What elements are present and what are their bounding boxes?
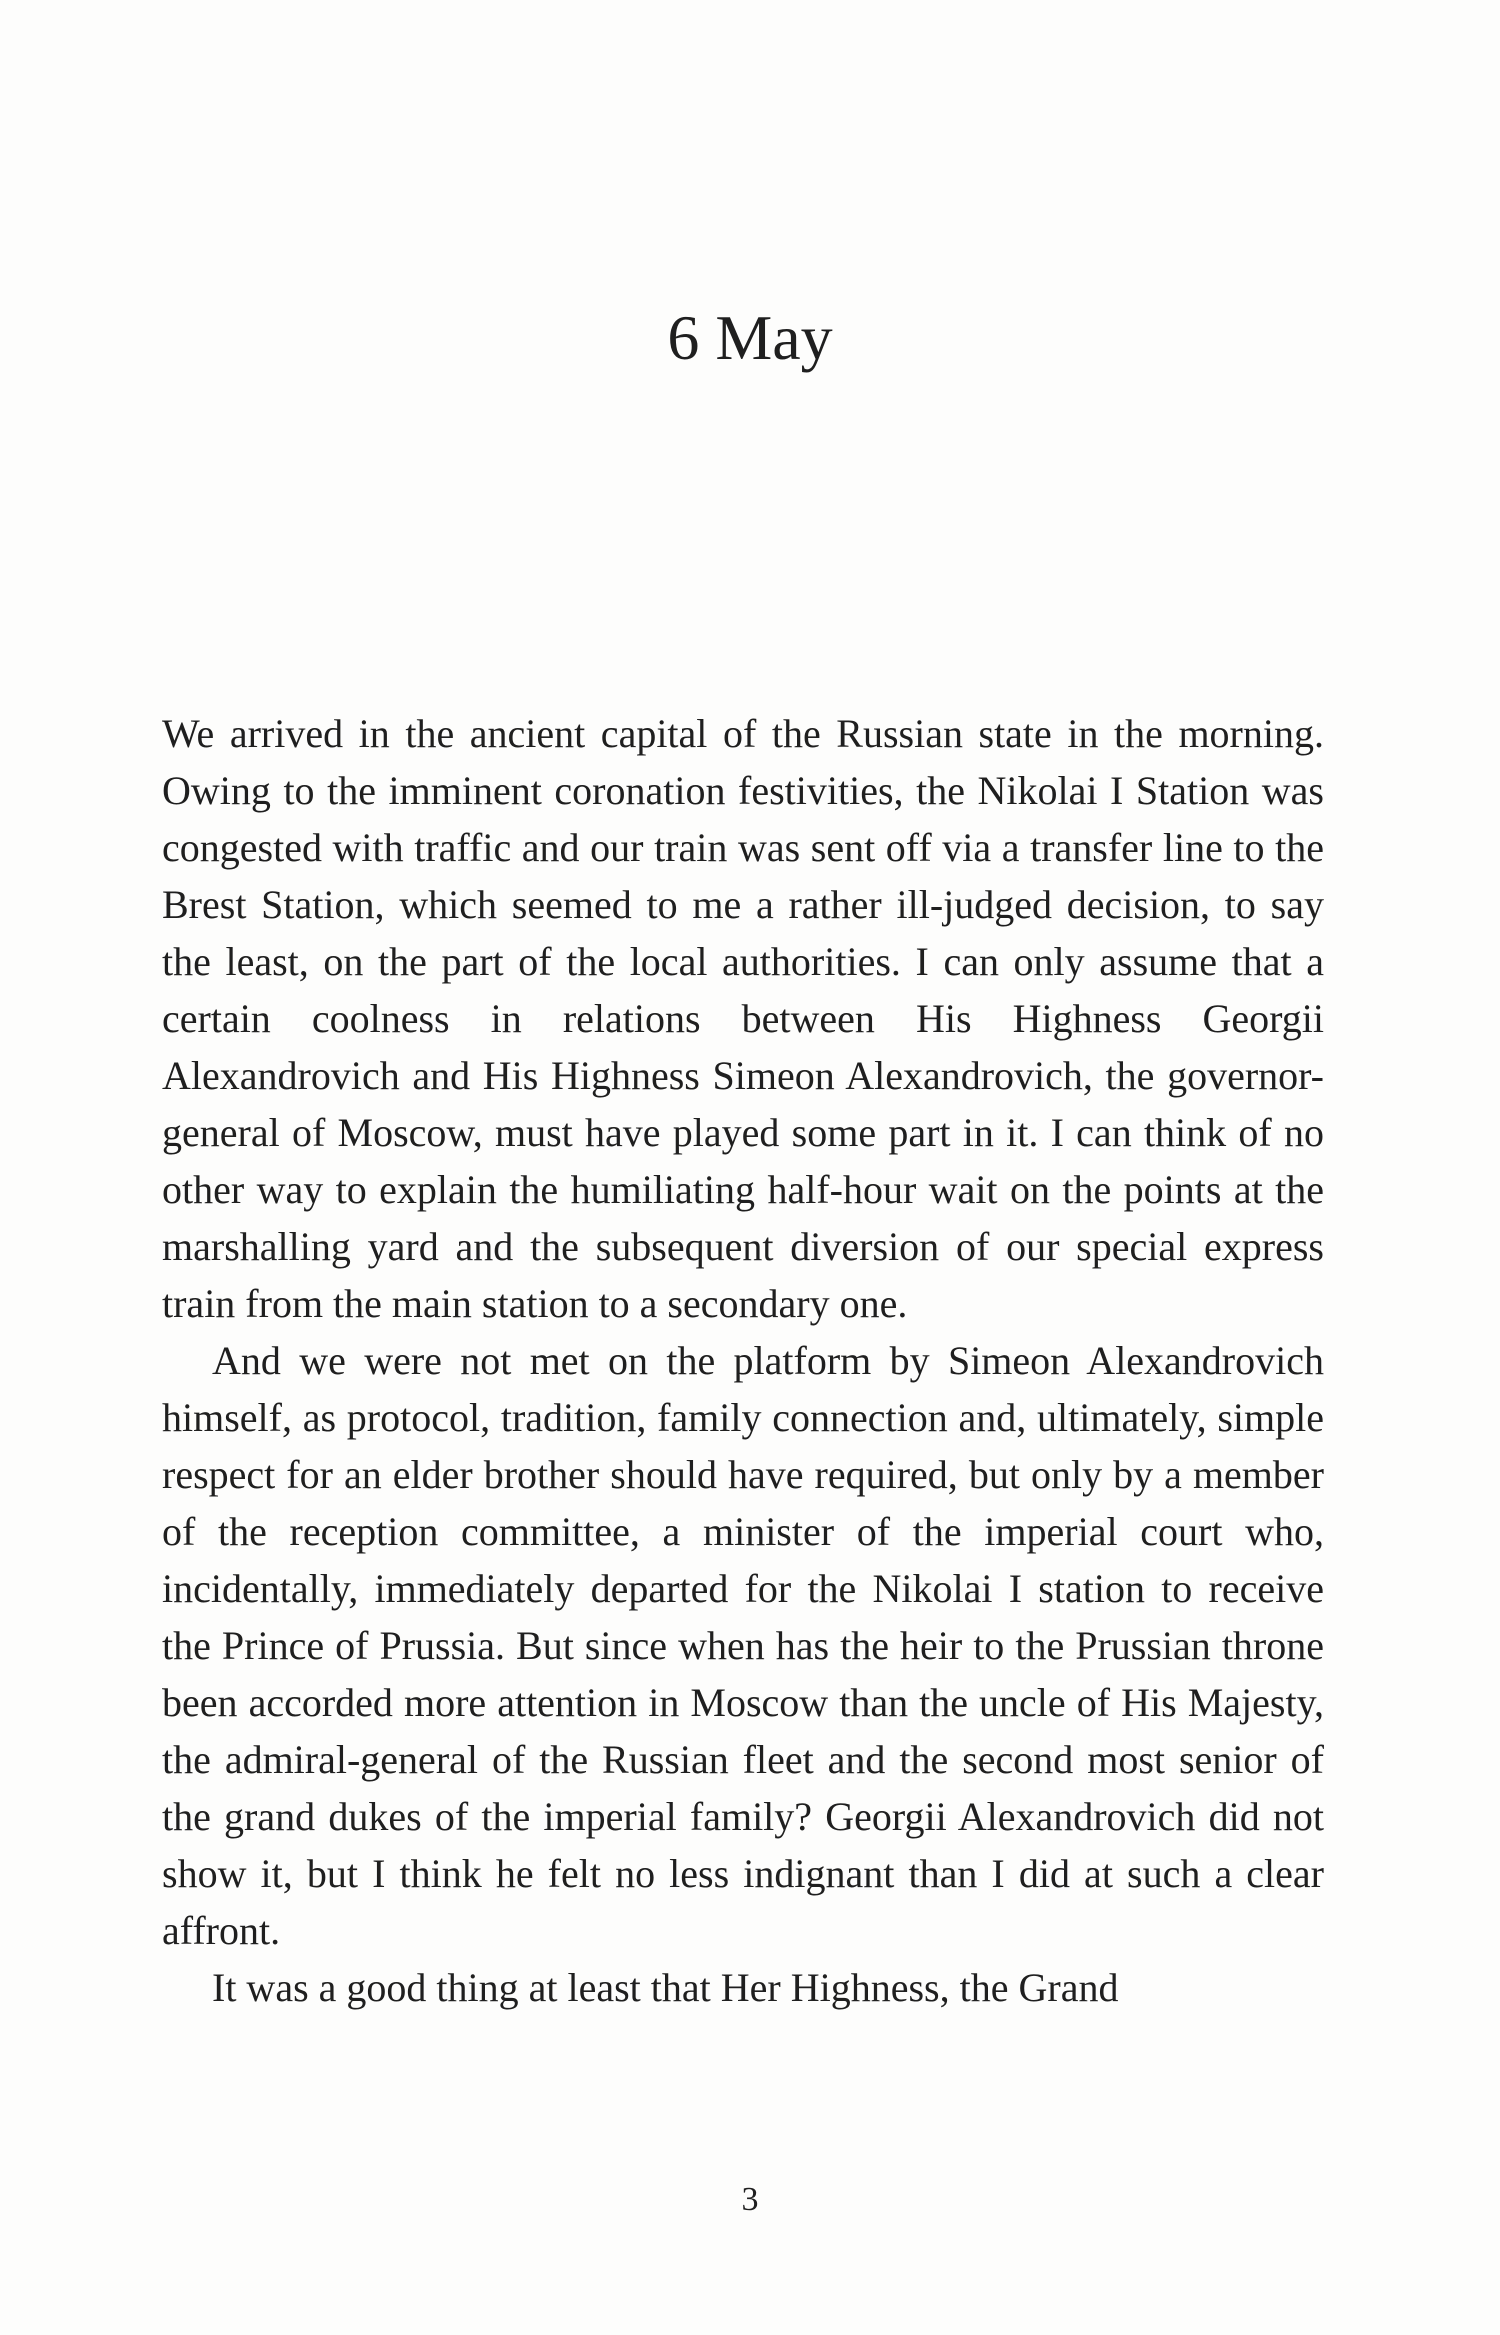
body-text <box>162 705 1324 2016</box>
paragraph: It was a good thing at least that Her Highness, the Grand <box>212 1965 1119 2010</box>
chapter-title: 6 May <box>667 302 833 373</box>
paragraph: We arrived in the ancient capital of the Russian state in the morning. Owing to the imminent coronation festivities, the Nikolai I Station was congested with traffic and our train was sent off via a transfer line to the Brest Station, which seemed to me a rather ill-judged decision, to say the least, on the part of the local authorities. I can only assume that a certain coolness in relations between His Highness Georgii Alexandrovich and His Highness Simeon Alexandrovich, the governor-general of Moscow, must have played some part in it. I can think of no other way to explain the humiliating half-hour wait on the points at the marshalling yard and the subsequent diversion of our special express train from the main station to a secondary one. <box>162 711 1324 1326</box>
paragraph: And we were not met on the platform by Simeon Alexandrovich himself, as protocol, tradition, family connection and, ultimately, simple respect for an elder brother should have required, but only by a member of the reception committee, a minister of the imperial court who, incidentally, immediately departed for the Nikolai I station to receive the Prince of Prussia. But since when has the heir to the Prussian throne been accorded more attention in Moscow than the uncle of His Majesty, the admiral-general of the Russian fleet and the second most senior of the grand dukes of the imperial family? Georgii Alexandrovich did not show it, but I think he felt no less indignant than I did at such a clear affront. <box>162 1338 1324 1953</box>
page-number: 3 <box>741 2181 759 2218</box>
